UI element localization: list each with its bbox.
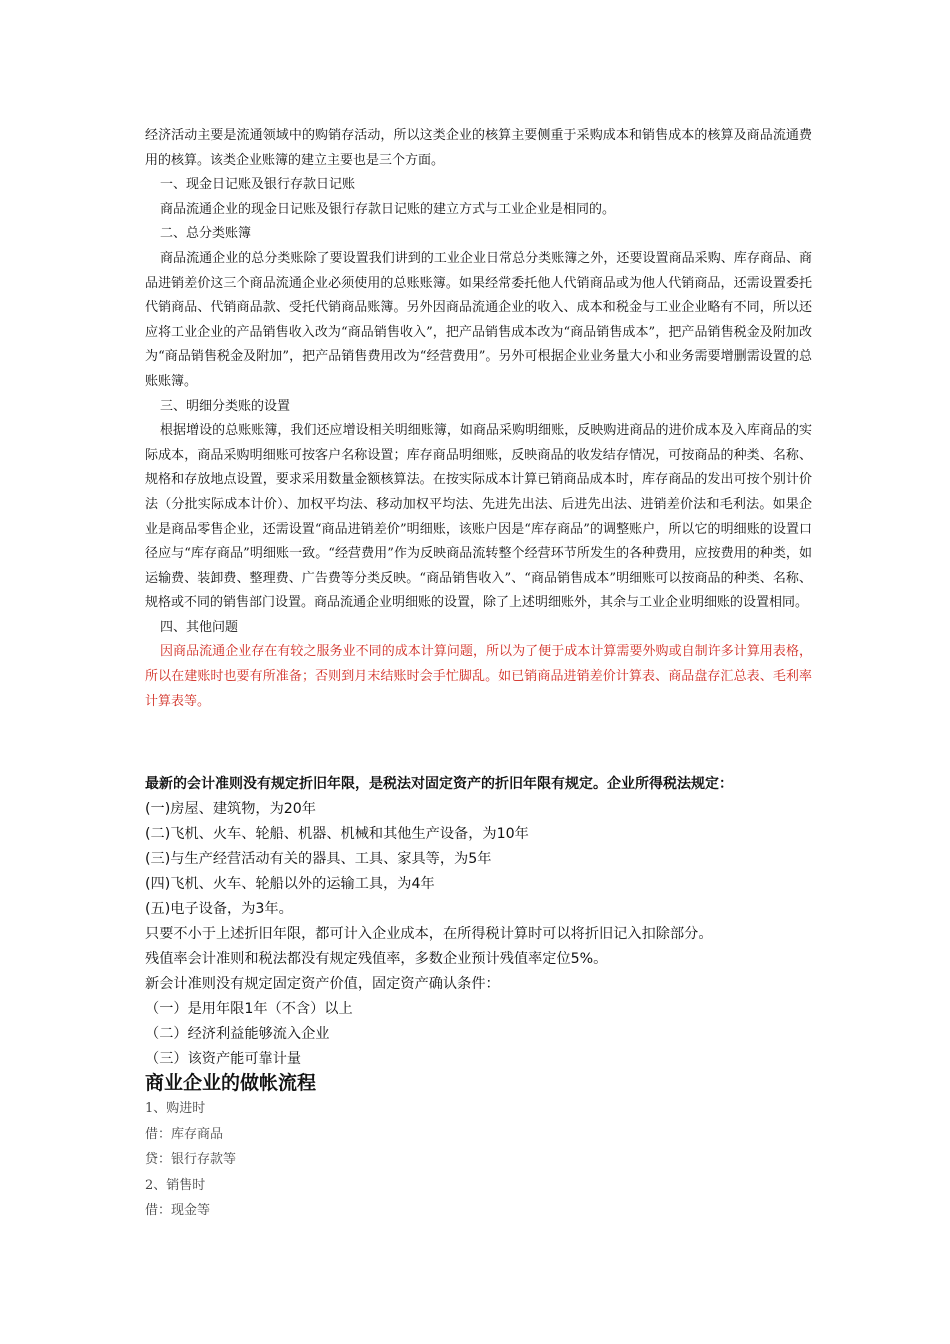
heading-subsidiary-ledger: 三、明细分类账的设置 <box>160 398 291 414</box>
other-issues-paragraph: 因商品流通企业存在有较之服务业不同的成本计算问题，所以为了便于成本计算需要外购或自制许多计算用表格，所以在建账时也要有所准备；否则到月末结账时会手忙脚乱。如已销商品进销差价计算表、商品盘存汇总表、毛利率计算表等。 <box>145 644 812 709</box>
recognition-condition: （三）该资产能可靠计量 <box>145 1051 302 1067</box>
flow-line: 借：现金等 <box>145 1203 211 1219</box>
depreciation-item: (二)飞机、火车、轮船、机器、机械和其他生产设备，为10年 <box>145 826 529 842</box>
bookkeeping-flow-section <box>145 1096 745 1224</box>
subsidiary-ledger-paragraph: 根据增设的总账账簿，我们还应增设相关明细账簿，如商品采购明细账，反映购进商品的进价成本及入库商品的实际成本，商品采购明细账可按客户名称设置；库存商品明细账，反映商品的收发结存情况，可按商品的种类、名称、规格和存放地点设置，要求采用数量金额核算法。在按实际成本计算已销商品成本时，库存商品的发出可按个别计价法（分批实际成本计价）、加权平均法、移动加权平均法、先进先出法、后进先出法、进销差价法和毛利法。如果企业是商品零售企业，还需设置“商品进销差价”明细账，该账户因是“库存商品”的调整账户，所以它的明细账的设置口径应与“库存商品”明细账一致。“经营费用”作为反映商品流转整个经营环节所发生的各种费用，应按费用的种类，如运输费、装卸费、整理费、广告费等分类反映。“商品销售收入”、“商品销售成本”明细账可以按商品的种类、名称、规格或不同的销售部门设置。商品流通企业明细账的设置，除了上述明细账外，其余与工业企业明细账的设置相同。 <box>145 423 812 611</box>
general-ledger-paragraph: 商品流通企业的总分类账除了要设置我们讲到的工业企业日常总分类账簿之外，还要设置商品采购、库存商品、商品进销差价这三个商品流通企业必须使用的总账账簿。如果经常委托他人代销商品或为他人代销商品，还需设置委托代销商品、代销商品款、受托代销商品账簿。另外因商品流通企业的收入、成本和税金与工业企业略有不同，所以还应将工业企业的产品销售收入改为“商品销售收入”，把产品销售成本改为“商品销售成本”，把产品销售税金及附加改为“商品销售税金及附加”，把产品销售费用改为“经营费用”。另外可根据企业业务量大小和业务需要增删需设置的总账账簿。 <box>145 250 812 389</box>
depreciation-lead: 最新的会计准则没有规定折旧年限，是税法对固定资产的折旧年限有规定。企业所得税法规定： <box>145 776 733 792</box>
recognition-condition: （二）经济利益能够流入企业 <box>145 1026 330 1042</box>
depreciation-item: (三)与生产经营活动有关的器具、工具、家具等，为5年 <box>145 851 492 867</box>
depreciation-note: 只要不小于上述折旧年限，都可计入企业成本，在所得税计算时可以将折旧记入扣除部分。 <box>145 926 713 942</box>
residual-rate-note: 残值率会计准则和税法都没有规定残值率，多数企业预计残值率定位5%。 <box>145 951 608 967</box>
depreciation-section <box>145 772 815 1072</box>
recognition-condition: （一）是用年限1年（不含）以上 <box>145 1001 353 1017</box>
heading-other-issues: 四、其他问题 <box>160 619 239 635</box>
heading-cash-journal: 一、现金日记账及银行存款日记账 <box>160 177 356 193</box>
depreciation-item: (一)房屋、建筑物，为20年 <box>145 801 316 817</box>
heading-general-ledger: 二、总分类账簿 <box>160 226 252 242</box>
cash-journal-paragraph: 商品流通企业的现金日记账及银行存款日记账的建立方式与工业企业是相同的。 <box>160 201 616 217</box>
intro-paragraph: 经济活动主要是流通领域中的购销存活动，所以这类企业的核算主要侧重于采购成本和销售成本的核算及商品流通费用的核算。该类企业账簿的建立主要也是三个方面。 <box>145 128 812 168</box>
depreciation-item: (四)飞机、火车、轮船以外的运输工具，为4年 <box>145 876 435 892</box>
flow-line: 2、销售时 <box>145 1177 206 1193</box>
flow-line: 借：库存商品 <box>145 1126 224 1142</box>
bookkeeping-flow-title: 商业企业的做帐流程 <box>145 1072 317 1094</box>
asset-recognition-note: 新会计准则没有规定固定资产价值，固定资产确认条件： <box>145 976 500 992</box>
flow-line: 贷：银行存款等 <box>145 1152 237 1168</box>
depreciation-item: (五)电子设备，为3年。 <box>145 901 293 917</box>
flow-line: 1、购进时 <box>145 1101 206 1116</box>
accounting-books-section <box>145 124 812 714</box>
